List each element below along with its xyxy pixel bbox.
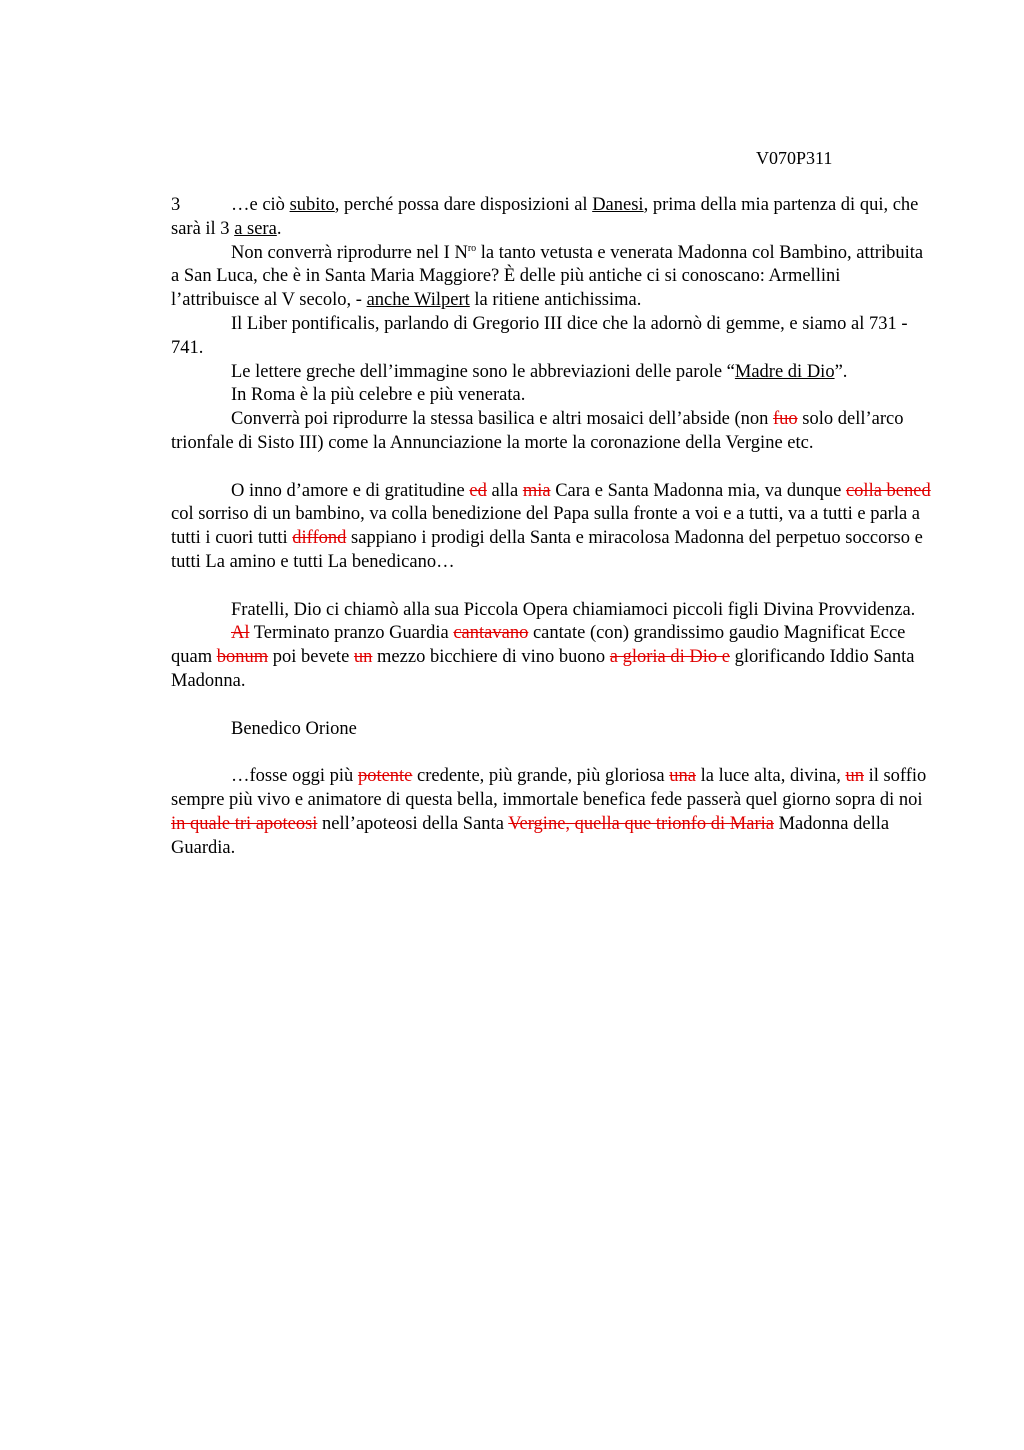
paragraph-6 bbox=[171, 408, 931, 456]
text-span: Non converrà riprodurre nel I N bbox=[231, 242, 468, 263]
spacer bbox=[171, 694, 931, 718]
text-span: O inno d’amore e di gratitudine bbox=[231, 480, 470, 501]
paragraph-3: Il Liber pontificalis, parlando di Gregorio III dice che la adornò di gemme, e siamo al 731 - 741. bbox=[171, 313, 908, 358]
paragraph-11 bbox=[171, 765, 931, 860]
underlined-text: anche Wilpert bbox=[366, 290, 470, 311]
text-span: glorificando Iddio Santa Madonna. bbox=[171, 647, 915, 691]
paragraph-9 bbox=[171, 622, 931, 693]
text-span: Terminato pranzo Guardia bbox=[249, 623, 454, 644]
text-span: la tanto vetusta e venerata Madonna col Bambino, attribuita a San Luca, che è in Santa Maria Maggiore? È delle più antiche ci si conoscano: Armellini l’attribuisce al V secolo, - bbox=[171, 242, 924, 311]
text-span: , perché possa dare disposizioni al bbox=[334, 195, 593, 215]
spacer bbox=[171, 575, 931, 599]
text-span: credente, più grande, più gloriosa bbox=[412, 766, 670, 787]
deleted-text: fuo bbox=[772, 409, 798, 430]
paragraph-5: In Roma è la più celebre e più venerata. bbox=[231, 385, 526, 406]
deleted-text: in quale tri apoteosi bbox=[171, 813, 318, 834]
underlined-text: Madre di Dio bbox=[734, 361, 835, 382]
deleted-text: Al bbox=[231, 623, 250, 644]
text-span: col sorriso di un bambino, va colla benedizione del Papa sulla fronte a voi e a tutti, va a tutti e parla a tutti i cuori tutti bbox=[171, 504, 921, 549]
deleted-text: un bbox=[845, 766, 864, 787]
underlined-text: subito bbox=[289, 195, 335, 215]
deleted-text: bonum bbox=[216, 647, 269, 668]
text-span: ”. bbox=[834, 361, 848, 382]
text-span: la ritiene antichissima. bbox=[469, 290, 642, 311]
text-span: il soffio sempre più vivo e animatore di questa bella, immortale benefica fede passerà quel giorno sopra di noi bbox=[171, 766, 927, 810]
spacer bbox=[171, 456, 931, 480]
deleted-text: mia bbox=[522, 480, 551, 501]
text-span: mezzo bicchiere di vino buono bbox=[372, 647, 610, 668]
text-span: alla bbox=[486, 480, 523, 501]
deleted-text: Vergine, quella que trionfo di Maria bbox=[508, 813, 774, 834]
deleted-text: cantavano bbox=[453, 623, 529, 644]
signature-line: Benedico Orione bbox=[231, 718, 357, 739]
paragraph-7 bbox=[171, 480, 931, 575]
spacer bbox=[171, 741, 931, 765]
deleted-text: potente bbox=[357, 766, 413, 787]
paragraph-8: Fratelli, Dio ci chiamò alla sua Piccola Opera chiamiamoci piccoli figli Divina Provvidenza. bbox=[231, 599, 916, 620]
page-reference: V070P311 bbox=[756, 148, 833, 168]
text-span: la luce alta, divina, bbox=[695, 766, 846, 787]
text-span: …e ciò bbox=[231, 195, 290, 215]
deleted-text: ed bbox=[469, 480, 487, 501]
text-span: Cara e Santa Madonna mia, va dunque bbox=[550, 480, 846, 501]
page-number: 3 bbox=[171, 195, 181, 215]
underlined-text: a sera bbox=[234, 218, 277, 239]
text-span: poi bevete bbox=[268, 647, 354, 668]
text-span: . bbox=[276, 218, 282, 239]
paragraph-4 bbox=[171, 361, 931, 385]
document-body bbox=[171, 194, 931, 860]
text-span: , prima della mia partenza di qui, che sarà il 3 bbox=[171, 195, 919, 239]
text-span: cantate (con) grandissimo gaudio Magnificat Ecce quam bbox=[171, 623, 906, 668]
text-span: nell’apoteosi della Santa bbox=[317, 813, 509, 834]
deleted-text: una bbox=[669, 766, 696, 787]
text-span: sappiano i prodigi della Santa e miracolosa Madonna del perpetuo soccorso e tutti La amino e tutti La benedicano… bbox=[171, 528, 923, 572]
deleted-text: a gloria di Dio e bbox=[609, 647, 730, 668]
superscript: ro bbox=[467, 242, 477, 254]
text-span: …fosse oggi più bbox=[231, 766, 358, 787]
text-span: Madonna della Guardia. bbox=[171, 813, 890, 858]
underlined-text: Danesi bbox=[592, 195, 644, 215]
text-span: Le lettere greche dell’immagine sono le abbreviazioni delle parole “ bbox=[231, 361, 735, 382]
paragraph-2 bbox=[171, 242, 931, 313]
text-span: Converrà poi riprodurre la stessa basilica e altri mosaici dell’abside (non bbox=[231, 409, 773, 430]
deleted-text: colla bened bbox=[845, 480, 931, 501]
paragraph-1 bbox=[171, 194, 931, 242]
deleted-text: un bbox=[353, 647, 373, 668]
deleted-text: diffond bbox=[292, 528, 347, 549]
text-span: solo dell’arco trionfale di Sisto III) come la Annunciazione la morte la coronazione della Vergine etc. bbox=[171, 409, 904, 453]
